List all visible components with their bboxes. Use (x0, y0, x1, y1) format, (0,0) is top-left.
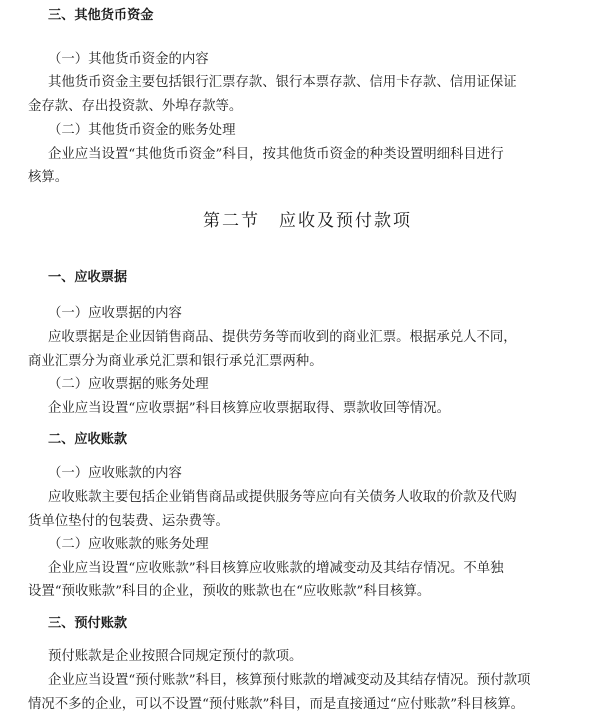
paragraph-line: 设置“预收账款”科目的企业，预收的账款也在“应收账款”科目核算。 (28, 584, 431, 599)
paragraph-line: 其他货币资金主要包括银行汇票存款、银行本票存款、信用卡存款、信用证保证 (48, 75, 517, 90)
paragraph-line: 核算。 (28, 170, 69, 185)
paragraph-line: 商业汇票分为商业承兑汇票和银行承兑汇票两种。 (28, 354, 323, 369)
paragraph-line: 企业应当设置“其他货币资金”科目，按其他货币资金的种类设置明细科目进行 (48, 147, 504, 162)
subheading: （一）应收票据的内容 (48, 306, 182, 321)
subheading: （一）其他货币资金的内容 (48, 52, 209, 67)
paragraph-line: 企业应当设置“应收账款”科目核算应收账款的增减变动及其结存情况。不单独 (48, 561, 504, 576)
subheading: （二）应收账款的账务处理 (48, 537, 209, 552)
paragraph-line: 企业应当设置“预付账款”科目，核算预付账款的增减变动及其结存情况。预付款项 (48, 673, 531, 688)
heading-prepayments: 三、预付账款 (48, 616, 128, 631)
section-heading-other-monetary-funds: 三、其他货币资金 (48, 8, 154, 23)
paragraph-line: 应收账款主要包括企业销售商品或提供服务等应向有关债务人收取的价款及代购 (48, 490, 517, 505)
subheading: （一）应收账款的内容 (48, 466, 182, 481)
paragraph-line: 预付账款是企业按照合同规定预付的款项。 (48, 649, 303, 664)
section-title: 第二节 应收及预付款项 (203, 211, 412, 231)
subheading: （二）应收票据的账务处理 (48, 377, 209, 392)
paragraph-line: 应收票据是企业因销售商品、提供劳务等而收到的商业汇票。根据承兑人不同， (48, 330, 517, 345)
subheading: （二）其他货币资金的账务处理 (48, 123, 236, 138)
heading-accounts-receivable: 二、应收账款 (48, 432, 128, 447)
paragraph-line: 金存款、存出投资款、外埠存款等。 (28, 99, 243, 114)
paragraph-line: 情况不多的企业，可以不设置“预付账款”科目，而是直接通过“应付账款”科目核算。 (28, 697, 525, 712)
paragraph-line: 企业应当设置“应收票据”科目核算应收票据取得、票款收回等情况。 (48, 401, 451, 416)
paragraph-line: 货单位垫付的包装费、运杂费等。 (28, 514, 229, 529)
heading-notes-receivable: 一、应收票据 (48, 270, 128, 285)
